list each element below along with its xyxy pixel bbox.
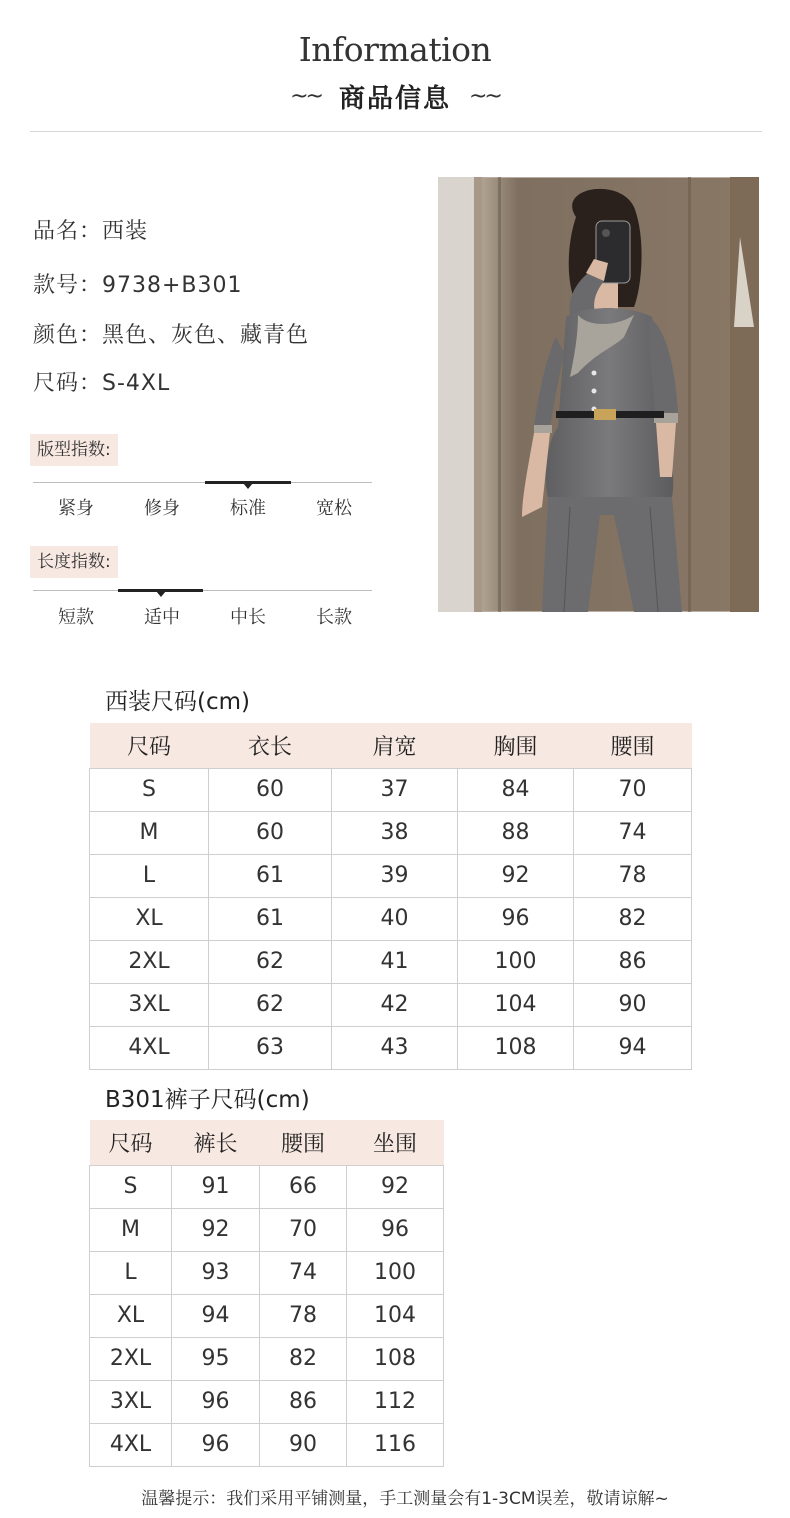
table-cell: L [90,854,209,897]
fit-option-standard: 标准 [230,498,266,519]
table-cell: 37 [332,768,458,811]
table-cell: S [90,768,209,811]
table-row [90,983,692,1026]
table-cell: 62 [209,940,332,983]
table-cell: M [90,811,209,854]
length-option-long: 长款 [316,607,352,628]
table-row [90,1337,444,1380]
suit-table-title: 西装尺码(cm) [105,689,250,715]
measurement-notice: 温馨提示：我们采用平铺测量，手工测量会有1-3CM误差，敬请谅解~ [141,1489,669,1509]
pants-table-header-row [90,1120,444,1165]
table-cell: 96 [172,1423,260,1466]
pants-table-title: B301裤子尺码(cm) [105,1087,310,1113]
fit-index-scale [33,482,372,483]
table-cell: 60 [209,768,332,811]
length-option-mid-long: 中长 [230,607,266,628]
table-cell: 78 [260,1294,347,1337]
table-cell: 3XL [90,1380,172,1423]
table-cell: 104 [347,1294,444,1337]
table-cell: 92 [347,1165,444,1208]
table-cell: 104 [458,983,574,1026]
suit-header-bust: 胸围 [458,723,574,768]
length-index-pointer [156,591,166,597]
fit-option-loose: 宽松 [316,498,352,519]
suit-table-header-row [90,723,692,768]
tilde-decoration-right: ~~ [469,84,500,109]
table-row [90,1026,692,1069]
table-cell: 82 [574,897,692,940]
table-cell: 100 [347,1251,444,1294]
table-cell: 86 [574,940,692,983]
table-row [90,811,692,854]
table-cell: XL [90,1294,172,1337]
pants-size-table [89,1120,444,1467]
table-row [90,1380,444,1423]
table-cell: 94 [574,1026,692,1069]
table-cell: 88 [458,811,574,854]
table-cell: 38 [332,811,458,854]
table-cell: 4XL [90,1423,172,1466]
table-row [90,897,692,940]
table-cell: 2XL [90,940,209,983]
table-cell: 91 [172,1165,260,1208]
table-cell: 90 [574,983,692,1026]
header-title-cn: 商品信息 [338,84,451,114]
table-cell: 61 [209,854,332,897]
table-cell: XL [90,897,209,940]
header-title-row [0,78,790,115]
pants-header-waist: 腰围 [260,1120,347,1165]
suit-header-size: 尺码 [90,723,209,768]
table-row [90,1251,444,1294]
table-cell: 2XL [90,1337,172,1380]
table-cell: 41 [332,940,458,983]
table-cell: 66 [260,1165,347,1208]
table-cell: 74 [574,811,692,854]
table-row [90,854,692,897]
length-option-short: 短款 [58,607,94,628]
table-row [90,768,692,811]
table-cell: 90 [260,1423,347,1466]
product-photo [438,177,759,612]
table-cell: 108 [347,1337,444,1380]
table-cell: 78 [574,854,692,897]
header-divider [30,131,762,132]
length-option-regular: 适中 [144,607,180,628]
product-colors: 颜色：黑色、灰色、藏青色 [33,323,310,348]
length-index-label: 长度指数: [30,546,118,578]
table-cell: 96 [347,1208,444,1251]
table-cell: S [90,1165,172,1208]
table-cell: 92 [458,854,574,897]
table-cell: 86 [260,1380,347,1423]
table-cell: 94 [172,1294,260,1337]
fit-index-label: 版型指数: [30,434,118,466]
table-cell: 3XL [90,983,209,1026]
table-cell: M [90,1208,172,1251]
table-cell: 60 [209,811,332,854]
suit-header-shoulder: 肩宽 [332,723,458,768]
table-cell: 42 [332,983,458,1026]
pants-header-size: 尺码 [90,1120,172,1165]
table-cell: 92 [172,1208,260,1251]
suit-header-waist: 腰围 [574,723,692,768]
table-cell: L [90,1251,172,1294]
table-cell: 116 [347,1423,444,1466]
table-cell: 108 [458,1026,574,1069]
pants-header-hip: 坐围 [347,1120,444,1165]
table-row [90,1165,444,1208]
pants-header-length: 裤长 [172,1120,260,1165]
table-cell: 95 [172,1337,260,1380]
table-cell: 61 [209,897,332,940]
table-cell: 74 [260,1251,347,1294]
fit-option-slim: 修身 [144,498,180,519]
table-cell: 82 [260,1337,347,1380]
header-title-en: Information [298,30,492,69]
table-cell: 70 [574,768,692,811]
table-cell: 84 [458,768,574,811]
fit-option-tight: 紧身 [58,498,94,519]
table-cell: 62 [209,983,332,1026]
table-row [90,1423,444,1466]
suit-size-table [89,723,692,1070]
fit-index-pointer [243,483,253,489]
table-cell: 4XL [90,1026,209,1069]
product-name: 品名：西装 [33,219,149,244]
tilde-decoration-left: ~~ [290,84,321,109]
table-cell: 39 [332,854,458,897]
product-sizes: 尺码：S-4XL [33,371,171,396]
table-row [90,1294,444,1337]
table-cell: 40 [332,897,458,940]
table-cell: 93 [172,1251,260,1294]
table-cell: 100 [458,940,574,983]
table-cell: 43 [332,1026,458,1069]
table-cell: 96 [172,1380,260,1423]
product-model: 款号：9738+B301 [33,273,243,298]
table-cell: 70 [260,1208,347,1251]
table-cell: 96 [458,897,574,940]
table-row [90,1208,444,1251]
table-cell: 112 [347,1380,444,1423]
table-row [90,940,692,983]
table-cell: 63 [209,1026,332,1069]
suit-header-length: 衣长 [209,723,332,768]
